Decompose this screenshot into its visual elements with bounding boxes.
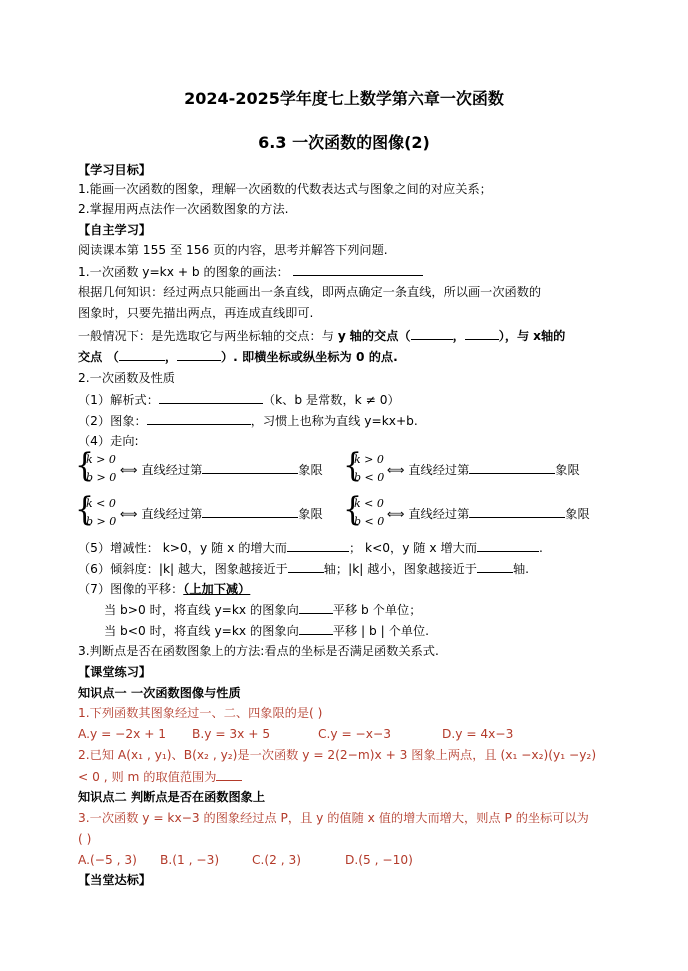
exercise-3-line2: ( ) (78, 832, 92, 846)
answer-blank[interactable] (287, 539, 349, 552)
exercise-1: 1.下列函数其图象经过一、二、四象限的是( ) (78, 706, 323, 720)
knowledge-point-1: 知识点一 一次函数图像与性质 (78, 686, 241, 700)
condition-b: b > 0 (86, 471, 117, 484)
answer-blank[interactable] (202, 461, 298, 474)
answer-blank[interactable] (465, 327, 499, 340)
answer-blank[interactable] (469, 461, 555, 474)
property-1 (78, 391, 400, 409)
option-c[interactable]: C.y = −x−3 (318, 727, 391, 741)
text-span: ⟺ 直线经过第 (120, 507, 203, 521)
section-heading-selfstudy: 【自主学习】 (78, 223, 152, 237)
condition-k: k < 0 (86, 497, 116, 510)
text-span: （7）图像的平移： (78, 582, 184, 596)
option-b[interactable]: B.y = 3x + 5 (192, 727, 271, 741)
property-4: （4）走向: (78, 434, 139, 448)
option-d[interactable]: D.y = 4x−3 (442, 727, 514, 741)
text-span: ， (452, 329, 465, 343)
property-7 (78, 581, 250, 598)
text-span: ⟺ 直线经过第 (387, 463, 470, 477)
exercise-2-line1: 2.已知 A(x₁ , y₁)、B(x₂ , y₂)是一次函数 y = 2(2−m)x + 3 图象上两点，且 (x₁ −x₂)(y₁ −y₂) (78, 748, 597, 762)
brace-symbol: { (75, 490, 95, 529)
section-heading-assessment: 【当堂达标】 (78, 873, 152, 887)
shift-rule-positive (104, 601, 421, 619)
condition-k: k > 0 (354, 453, 384, 466)
shift-rule-negative (104, 622, 429, 640)
knowledge-point-2: 知识点二 判断点是否在函数图象上 (78, 790, 266, 804)
condition-k: k < 0 (354, 497, 384, 510)
text-span: ⟺ 直线经过第 (387, 507, 470, 521)
question-1-text: 1.一次函数 y=kx + b 的图象的画法： (78, 265, 289, 279)
text-span: y (337, 329, 346, 343)
goal-item-2: 2.掌握用两点法作一次函数图象的方法. (78, 202, 289, 216)
text-span: ）. 即横坐标或纵坐标为 0 的点. (221, 350, 398, 364)
text-span: ， (164, 350, 177, 364)
goal-item-1: 1.能画一次函数的图象，理解一次函数的代数表达式与图象之间的对应关系； (78, 182, 492, 196)
exercise-2-line2 (78, 768, 242, 786)
question-3: 3.判断点是否在函数图象上的方法:看点的坐标是否满足函数关系式. (78, 644, 439, 658)
section-heading-goals: 【学习目标】 (78, 163, 152, 177)
page-title: 2024-2025学年度七上数学第六章一次函数 (184, 89, 504, 108)
condition-b: b < 0 (354, 515, 385, 528)
answer-blank[interactable] (288, 560, 324, 573)
text-span: 象限 (298, 507, 323, 521)
geometry-note-line1: 根据几何知识：经过两点只能画出一条直线，即两点确定一条直线，所以画一次函数的 (78, 285, 542, 299)
text-span: （上加下减） (183, 582, 251, 596)
intercept-note-line1 (78, 327, 565, 345)
brace-symbol: { (343, 490, 363, 529)
answer-blank[interactable] (477, 560, 513, 573)
text-span: ⟺ 直线经过第 (120, 463, 203, 477)
direction-text (120, 461, 323, 478)
option-a[interactable]: A.y = −2x + 1 (78, 727, 167, 741)
text-span: 交点 （ (78, 350, 119, 364)
text-span: （1）解析式： (78, 393, 159, 407)
text-span: ），与 (498, 329, 530, 343)
text-span: 轴的 (540, 329, 566, 343)
property-2 (78, 412, 418, 430)
option-d[interactable]: D.(5 , −10) (345, 853, 413, 867)
answer-blank[interactable] (299, 622, 333, 635)
condition-k: k > 0 (86, 453, 116, 466)
text-span: （6）倾斜度：|k| 越大，图象越接近于 (78, 562, 288, 576)
answer-blank[interactable] (216, 768, 242, 781)
condition-b: b < 0 (354, 471, 385, 484)
text-span: （k、b 是常数，k ≠ 0） (262, 393, 400, 407)
lesson-subtitle: 6.3 一次函数的图像(2) (258, 133, 430, 152)
answer-blank[interactable] (119, 348, 165, 361)
answer-blank[interactable] (159, 391, 263, 404)
text-span: 象限 (565, 507, 590, 521)
condition-b: b > 0 (86, 515, 117, 528)
section-heading-practice: 【课堂练习】 (78, 665, 152, 679)
reading-instruction: 阅读课本第 155 至 156 页的内容，思考并解答下列问题. (78, 243, 388, 257)
property-6 (78, 560, 529, 578)
question-2: 2.一次函数及性质 (78, 371, 175, 385)
property-5 (78, 539, 543, 557)
answer-blank[interactable] (202, 505, 298, 518)
text-span: 轴. (512, 562, 529, 576)
direction-text (120, 505, 323, 522)
answer-blank[interactable] (293, 263, 423, 276)
brace-symbol: { (343, 446, 363, 485)
text-span: ，习惯上也称为直线 y=kx+b. (250, 414, 418, 428)
direction-text (387, 461, 580, 478)
brace-symbol: { (75, 446, 95, 485)
answer-blank[interactable] (469, 505, 565, 518)
intercept-note-line2 (78, 348, 398, 366)
answer-blank[interactable] (147, 412, 251, 425)
text-span: 轴的交点（ (349, 329, 411, 343)
text-span: 象限 (555, 463, 580, 477)
text-span: 平移 b 个单位； (332, 603, 422, 617)
text-span: x (533, 329, 541, 343)
geometry-note-line2: 图象时，只要先描出两点，再连成直线即可. (78, 306, 314, 320)
question-1 (78, 263, 423, 281)
answer-blank[interactable] (411, 327, 453, 340)
text-span: 象限 (298, 463, 323, 477)
text-span: . (539, 541, 543, 555)
answer-blank[interactable] (177, 348, 221, 361)
answer-blank[interactable] (477, 539, 539, 552)
direction-text (387, 505, 590, 522)
text-span: ； k<0，y 随 x 增大而 (348, 541, 478, 555)
text-span: 当 b>0 时，将直线 y=kx 的图象向 (104, 603, 299, 617)
text-span: 平移 | b | 个单位. (332, 624, 430, 638)
text-span: 当 b<0 时，将直线 y=kx 的图象向 (104, 624, 299, 638)
option-b[interactable]: B.(1 , −3) (160, 853, 220, 867)
text-span: （5）增减性： k>0，y 随 x 的增大而 (78, 541, 287, 555)
text-span: （2）图象： (78, 414, 147, 428)
text-span: 轴；|k| 越小，图象越接近于 (323, 562, 477, 576)
answer-blank[interactable] (299, 601, 333, 614)
text-span: 一般情况下：是先选取它与两坐标轴的交点：与 (78, 329, 334, 343)
option-a[interactable]: A.(−5 , 3) (78, 853, 137, 867)
text-span: < 0 , 则 m 的取值范围为 (78, 770, 217, 784)
option-c[interactable]: C.(2 , 3) (252, 853, 302, 867)
exercise-3-line1: 3.一次函数 y = kx−3 的图象经过点 P，且 y 的值随 x 值的增大而增大，则点 P 的坐标可以为 (78, 811, 589, 825)
